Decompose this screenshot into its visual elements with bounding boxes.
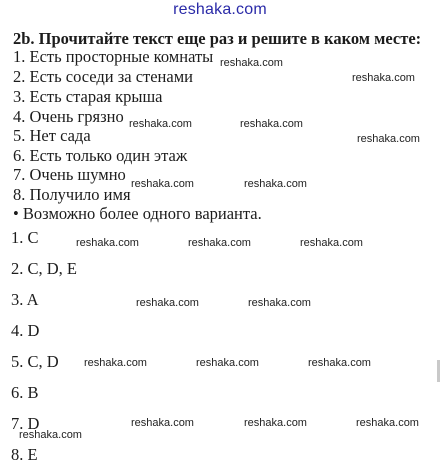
watermark: reshaka.com [19,429,82,441]
watermark: reshaka.com [196,357,259,369]
statement-7: 7. Очень шумно [13,165,126,184]
answer-3: 3. A [11,290,39,309]
watermark: reshaka.com [300,237,363,249]
watermark: reshaka.com [84,357,147,369]
answer-8: 8. E [11,445,38,464]
watermark: reshaka.com [240,118,303,130]
statement-8: 8. Получило имя [13,185,131,204]
watermark: reshaka.com [356,417,419,429]
answer-7: 7. D [11,414,40,433]
watermark: reshaka.com [352,72,415,84]
answer-4: 4. D [11,321,40,340]
exercise-title: 2b. Прочитайте текст еще раз и решите в каком месте: [13,29,422,48]
watermark: reshaka.com [131,417,194,429]
watermark: reshaka.com [248,297,311,309]
answer-5: 5. C, D [11,352,59,371]
watermark: reshaka.com [244,178,307,190]
statement-1: 1. Есть просторные комнаты [13,47,214,66]
watermark: reshaka.com [129,118,192,130]
statement-6: 6. Есть только один этаж [13,146,188,165]
answer-1: 1. C [11,228,39,247]
statement-2: 2. Есть соседи за стенами [13,67,193,86]
watermark: reshaka.com [220,57,283,69]
answer-2: 2. C, D, E [11,259,77,278]
watermark: reshaka.com [76,237,139,249]
statement-5: 5. Нет сада [13,126,91,145]
watermark: reshaka.com [188,237,251,249]
watermark: reshaka.com [357,133,420,145]
site-header-logo[interactable]: reshaka.com [173,1,267,18]
watermark: reshaka.com [136,297,199,309]
statement-4: 4. Очень грязно [13,107,124,126]
watermark: reshaka.com [308,357,371,369]
watermark: reshaka.com [131,178,194,190]
answer-6: 6. B [11,383,39,402]
statement-3: 3. Есть старая крыша [13,87,163,106]
watermark: reshaka.com [244,417,307,429]
variant-note: • Возможно более одного варианта. [13,204,262,223]
